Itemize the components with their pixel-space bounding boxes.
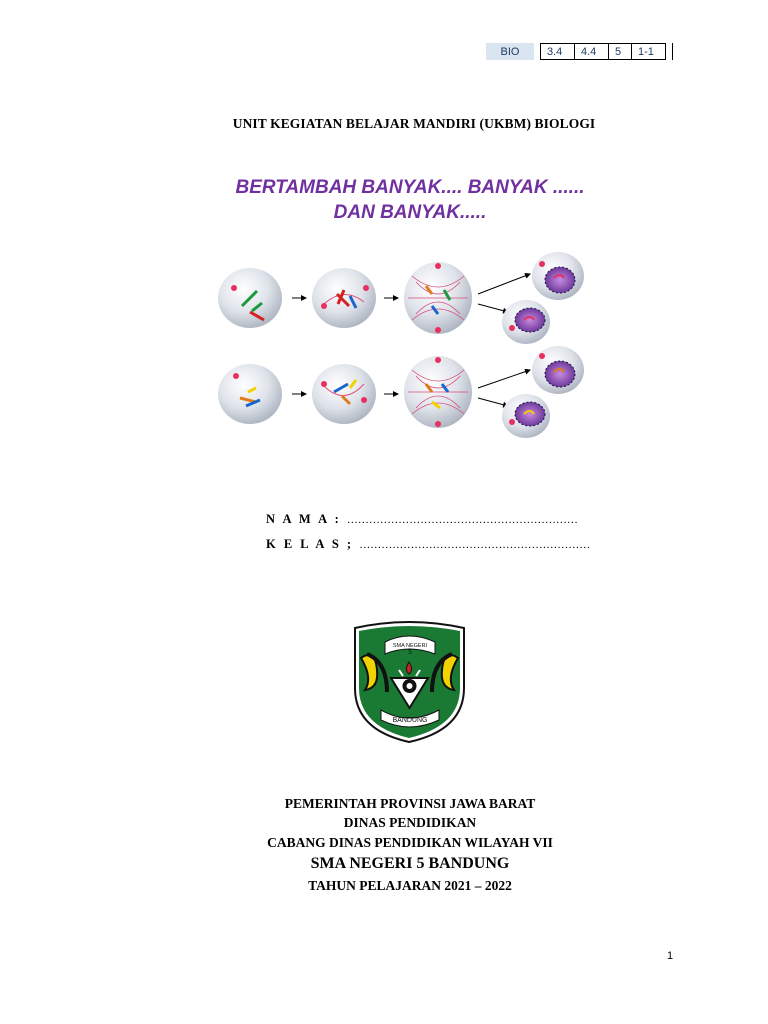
svg-text:SMA NEGERI: SMA NEGERI: [392, 643, 428, 649]
page-number: 1: [667, 950, 674, 962]
row-1: [218, 252, 584, 344]
footer-academic-year: TAHUN PELAJARAN 2021 – 2022: [308, 878, 512, 893]
class-label: K E L A S ;: [266, 537, 354, 551]
footer-province: PEMERINTAH PROVINSI JAWA BARAT: [284, 796, 536, 811]
row-2: [218, 346, 584, 438]
footer-school: SMA NEGERI 5 BANDUNG: [310, 855, 510, 872]
name-label: N A M A :: [266, 512, 342, 526]
document-heading: UNIT KEGIATAN BELAJAR MANDIRI (UKBM) BIOLOGI: [232, 116, 596, 131]
class-field[interactable]: [266, 537, 590, 552]
emblem-text: BANDUNG: [392, 717, 428, 724]
subject-code: BIO: [486, 43, 534, 60]
title-line-1: BERTAMBAH BANYAK.... BANYAK ......: [235, 177, 585, 198]
subject-code-box: [486, 43, 673, 60]
code-divider: [672, 43, 673, 60]
cell-division-diagram-icon: [212, 246, 592, 456]
code-cell-2: 4.4: [575, 43, 609, 60]
class-blank: ………………………………………………………: [359, 539, 591, 551]
name-blank: ………………………………………………………: [346, 514, 578, 526]
title-line-2: DAN BANYAK.....: [333, 202, 487, 223]
footer-department: DINAS PENDIDIKAN: [343, 815, 477, 830]
name-field[interactable]: [266, 512, 578, 527]
code-cell-1: 3.4: [540, 43, 575, 60]
svg-text:5: 5: [408, 650, 412, 656]
code-cell-4: 1-1: [632, 43, 666, 60]
school-emblem-icon: [347, 618, 472, 743]
code-cell-3: 5: [609, 43, 632, 60]
footer-branch: CABANG DINAS PENDIDIKAN WILAYAH VII: [267, 835, 553, 850]
